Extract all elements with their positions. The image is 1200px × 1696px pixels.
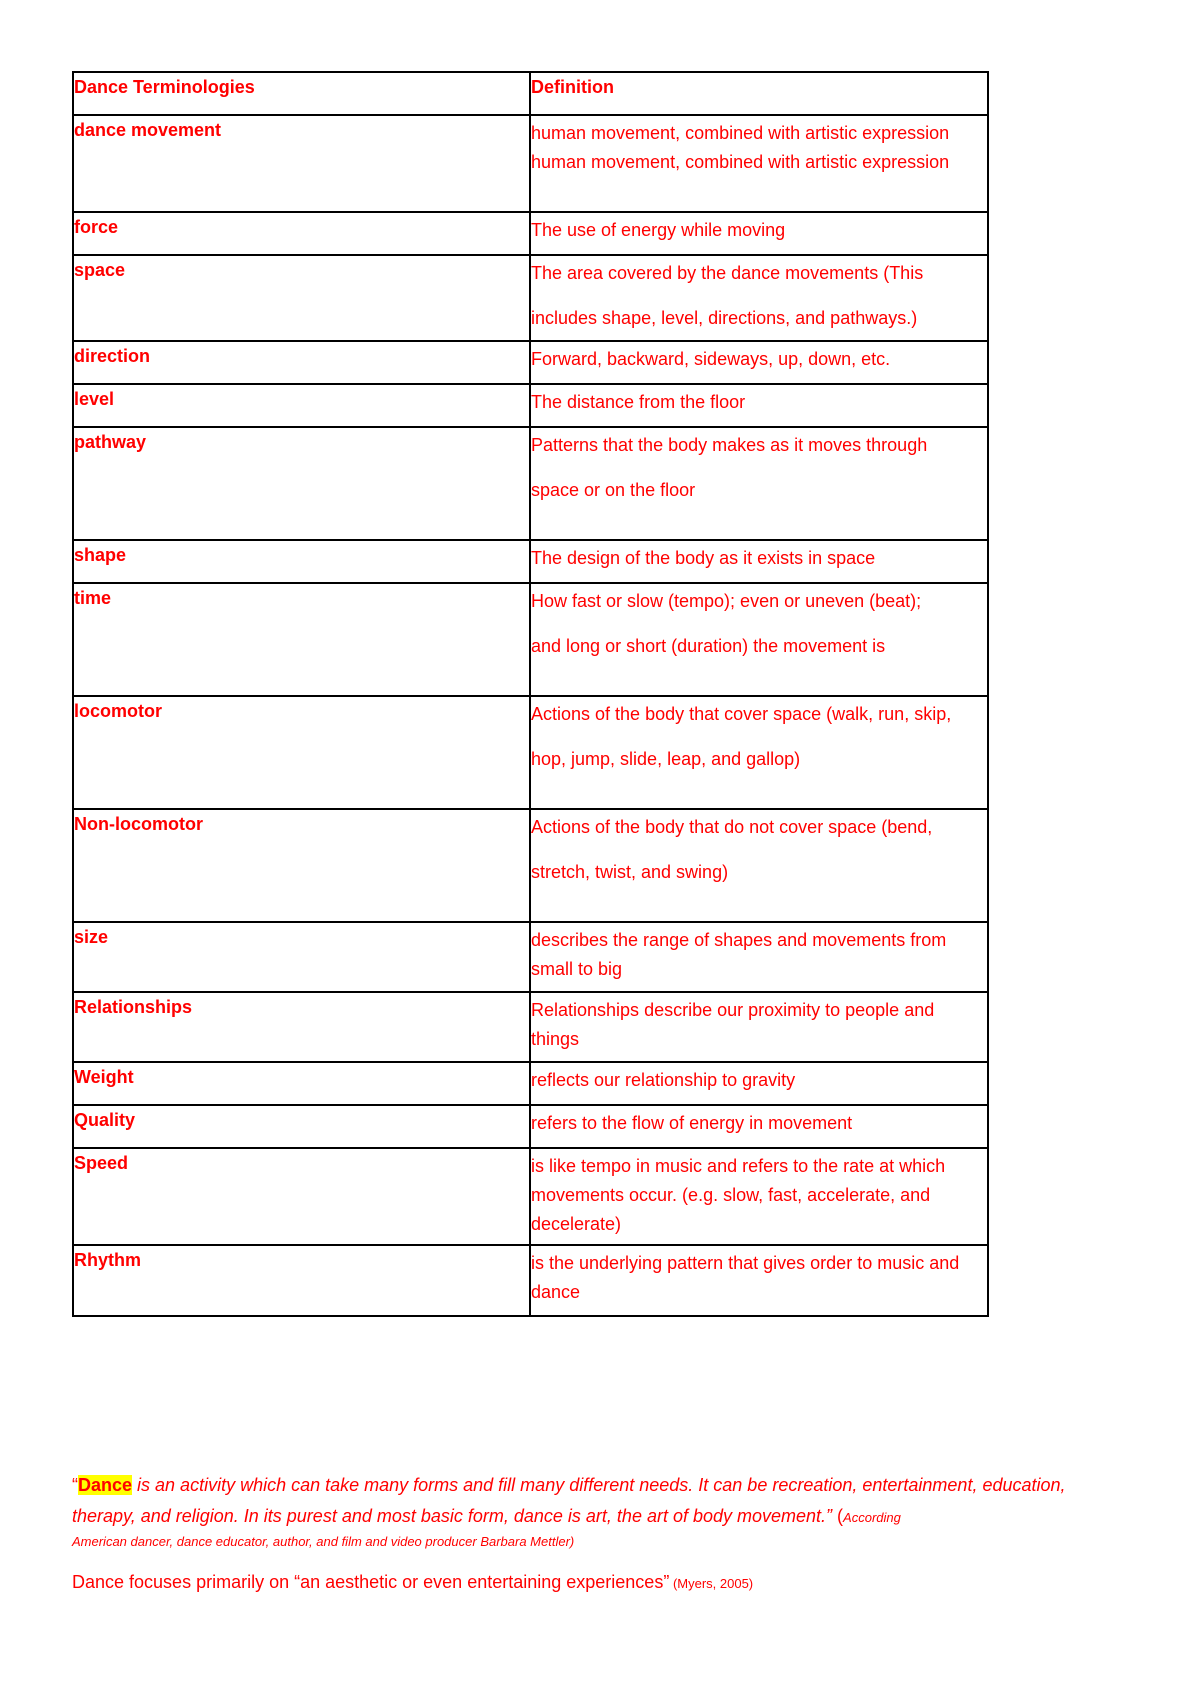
definition-cell <box>530 1245 988 1316</box>
definition-cell <box>530 696 988 809</box>
table-row <box>73 1062 988 1105</box>
table-row <box>73 427 988 540</box>
definition-paragraph: Actions of the body that cover space (walk, run, skip, <box>531 704 952 724</box>
definition-paragraph: The distance from the floor <box>531 392 746 412</box>
definition-paragraph: Forward, backward, sideways, up, down, etc. <box>531 349 891 369</box>
term-cell: time <box>73 583 530 696</box>
quote-attribution: American dancer, dance educator, author, and film and video producer Barbara Mettler) <box>72 1534 575 1549</box>
definition-cell <box>530 384 988 427</box>
focus-citation: (Myers, 2005) <box>669 1576 754 1591</box>
definition-paragraph: hop, jump, slide, leap, and gallop) <box>531 749 801 769</box>
table-body <box>73 115 988 1316</box>
table-row <box>73 1148 988 1245</box>
definition-paragraph: space or on the floor <box>531 480 696 500</box>
term-cell: Quality <box>73 1105 530 1148</box>
table-row <box>73 1105 988 1148</box>
table-row <box>73 583 988 696</box>
table-row <box>73 922 988 992</box>
term-cell: locomotor <box>73 696 530 809</box>
quote-body: is an activity which can take many forms and fill many different needs. It can be recreation, entertainment, education, therapy, and religion. In its purest and most basic form, dance is art, the art of body movement.” <box>72 1475 1066 1526</box>
definition-cell <box>530 427 988 540</box>
definition-paragraph: reflects our relationship to gravity <box>531 1070 796 1090</box>
term-cell: level <box>73 384 530 427</box>
table-row <box>73 255 988 341</box>
table-row <box>73 384 988 427</box>
table-row <box>73 992 988 1062</box>
quote-attrib-lead: According <box>843 1510 901 1525</box>
term-cell: shape <box>73 540 530 583</box>
header-term-cell: Dance Terminologies <box>73 72 530 115</box>
definition-cell <box>530 583 988 696</box>
definition-paragraph: Patterns that the body makes as it moves through <box>531 435 928 455</box>
term-cell: dance movement <box>73 115 530 212</box>
term-cell: Weight <box>73 1062 530 1105</box>
definition-paragraph: refers to the flow of energy in movement <box>531 1113 853 1133</box>
definition-paragraph: and long or short (duration) the movement is <box>531 636 886 656</box>
dance-quote <box>72 1470 1132 1551</box>
header-definition-cell: Definition <box>530 72 988 115</box>
definition-cell <box>530 992 988 1062</box>
focus-text: Dance focuses primarily on “an aesthetic or even entertaining experiences” <box>72 1572 670 1592</box>
definition-cell <box>530 212 988 255</box>
quote-attrib-open: ( <box>832 1506 844 1526</box>
table-row <box>73 809 988 922</box>
definition-paragraph: describes the range of shapes and movements from small to big <box>531 930 947 979</box>
definition-cell <box>530 922 988 992</box>
definition-cell <box>530 115 988 212</box>
term-cell: Speed <box>73 1148 530 1245</box>
definition-cell <box>530 540 988 583</box>
term-cell: force <box>73 212 530 255</box>
definition-cell <box>530 1062 988 1105</box>
table-row <box>73 696 988 809</box>
definition-paragraph: includes shape, level, directions, and pathways.) <box>531 308 918 328</box>
definition-cell <box>530 255 988 341</box>
table-row <box>73 1245 988 1316</box>
definition-paragraph: The area covered by the dance movements (This <box>531 263 924 283</box>
definition-paragraph: The use of energy while moving <box>531 220 786 240</box>
table-row <box>73 540 988 583</box>
term-cell: size <box>73 922 530 992</box>
definition-cell <box>530 1148 988 1245</box>
table-row <box>73 341 988 384</box>
quote-open-mark: “ <box>72 1475 78 1495</box>
term-cell: Relationships <box>73 992 530 1062</box>
term-cell: direction <box>73 341 530 384</box>
dance-focus-statement <box>72 1568 1132 1598</box>
table-header-row <box>73 72 988 115</box>
term-cell: Rhythm <box>73 1245 530 1316</box>
definition-cell <box>530 1105 988 1148</box>
definition-paragraph: How fast or slow (tempo); even or uneven (beat); <box>531 591 922 611</box>
term-cell: Non-locomotor <box>73 809 530 922</box>
definition-paragraph: The design of the body as it exists in space <box>531 548 876 568</box>
table-row <box>73 115 988 212</box>
definition-paragraph: is like tempo in music and refers to the rate at which movements occur. (e.g. slow, fast, accelerate, and decelerate) <box>531 1156 946 1234</box>
definition-paragraph: is the underlying pattern that gives order to music and dance <box>531 1253 960 1302</box>
definition-paragraph: Actions of the body that do not cover space (bend, <box>531 817 933 837</box>
terminology-table <box>72 71 989 1317</box>
table-row <box>73 212 988 255</box>
term-cell: pathway <box>73 427 530 540</box>
definition-cell <box>530 809 988 922</box>
definition-paragraph: Relationships describe our proximity to people and things <box>531 1000 935 1049</box>
definition-paragraph: human movement, combined with artistic expression human movement, combined with artistic expression <box>531 123 950 172</box>
quote-highlight-word: Dance <box>78 1475 133 1495</box>
term-cell: space <box>73 255 530 341</box>
definition-cell <box>530 341 988 384</box>
definition-paragraph: stretch, twist, and swing) <box>531 862 729 882</box>
